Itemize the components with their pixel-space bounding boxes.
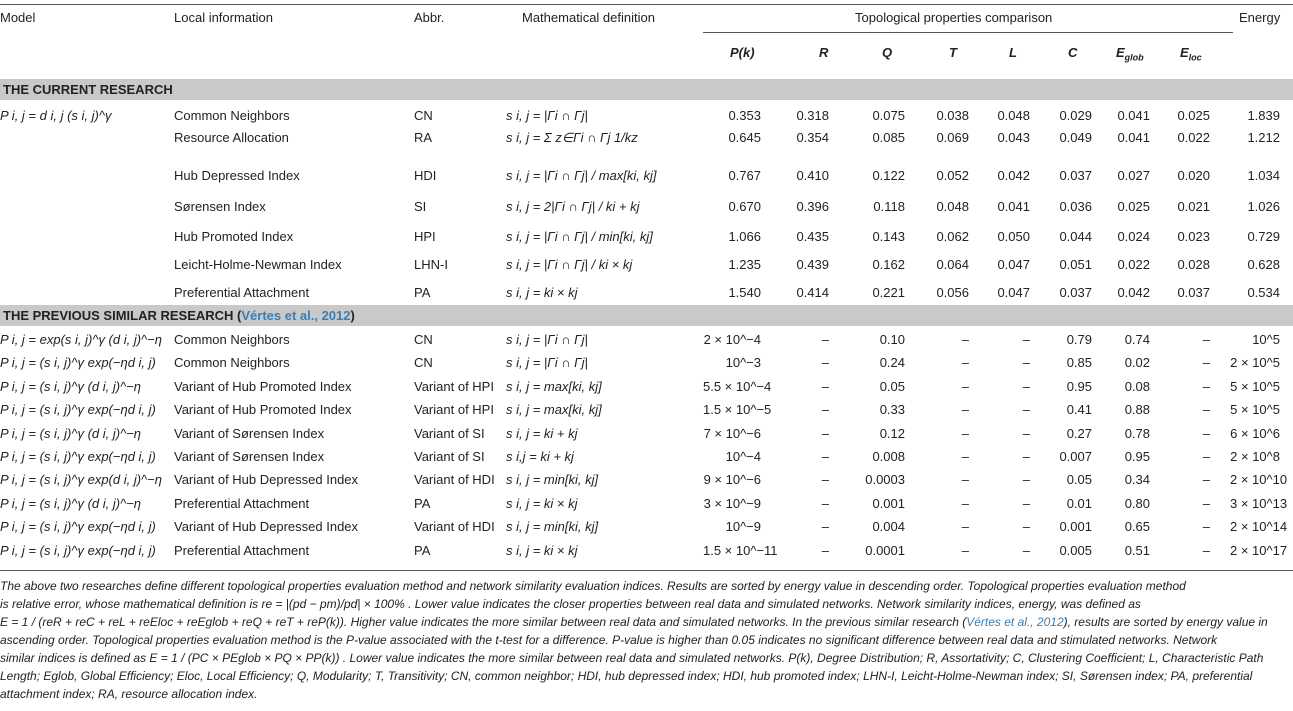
cell-eloc: –	[1202, 519, 1210, 535]
header-q: Q	[882, 45, 893, 60]
cell-r: 0.396	[796, 199, 829, 214]
cell-local-information: Sørensen Index	[174, 199, 266, 214]
cell-energy: 0.628	[1247, 257, 1280, 272]
cell-c: 0.037	[1059, 168, 1092, 183]
cell-pk: 0.645	[728, 130, 761, 145]
cell-c: 0.01	[1066, 495, 1092, 511]
cell-definition: s i, j = |Γi ∩ Γj|	[506, 108, 588, 123]
footnote-line: attachment index; RA, resource allocation index.	[0, 687, 258, 701]
cell-r: –	[821, 425, 829, 441]
cell-q: 0.24	[879, 355, 905, 371]
cell-q: 0.085	[872, 130, 905, 145]
cell-eloc: –	[1202, 542, 1210, 558]
cell-l: 0.042	[997, 168, 1030, 183]
header-t: T	[949, 45, 957, 60]
cell-energy: 0.534	[1247, 285, 1280, 300]
cell-local-information: Hub Promoted Index	[174, 229, 294, 244]
cell-q: 0.001	[872, 495, 905, 511]
cell-abbr: Variant of HPI	[414, 402, 494, 418]
cell-local-information: Preferential Attachment	[174, 285, 310, 300]
cell-q: 0.008	[872, 449, 905, 464]
cell-local-information: Variant of Hub Depressed Index	[174, 519, 359, 535]
cell-definition: s i, j = min[ki, kj]	[506, 519, 599, 535]
cell-c: 0.044	[1059, 229, 1092, 244]
cell-r: –	[821, 402, 829, 418]
cell-energy: 0.729	[1247, 229, 1280, 244]
header-c: C	[1068, 45, 1078, 60]
header-subrule	[703, 32, 1233, 33]
cell-c: 0.001	[1059, 519, 1092, 535]
section-previous-research: THE PREVIOUS SIMILAR RESEARCH (Vértes et al., 2012)	[0, 305, 1293, 326]
cell-q: 0.05	[879, 378, 905, 394]
footnote-line: The above two researches define different topological properties evaluation method and network similarity evaluation indices. Results are sorted by energy value in descending order. Topological properties evaluation method	[0, 579, 1186, 593]
cell-q: 0.12	[879, 425, 905, 441]
cell-local-information: Leicht-Holme-Newman Index	[174, 257, 342, 272]
citation-link[interactable]: Vértes et al., 2012	[241, 308, 351, 323]
cell-abbr: Variant of HDI	[414, 519, 495, 535]
cell-pk: 1.5 × 10^−5	[703, 402, 772, 418]
cell-abbr: Variant of HDI	[414, 472, 495, 488]
cell-eloc: –	[1202, 355, 1210, 371]
cell-t: –	[961, 402, 969, 418]
cell-energy: 2 × 10^5	[1230, 355, 1280, 371]
cell-local-information: Common Neighbors	[174, 332, 290, 347]
cell-abbr: HPI	[414, 229, 436, 244]
cell-q: 0.33	[879, 402, 905, 418]
cell-t: 0.064	[936, 257, 969, 272]
cell-l: –	[1022, 378, 1030, 394]
cell-eglob: 0.041	[1117, 108, 1150, 123]
cell-q: 0.118	[873, 199, 905, 214]
cell-q: 0.0003	[865, 472, 905, 488]
cell-eloc: –	[1202, 402, 1210, 418]
cell-r: –	[821, 519, 829, 535]
cell-definition: s i, j = |Γi ∩ Γj| / min[ki, kj]	[506, 229, 653, 244]
cell-l: –	[1022, 355, 1030, 371]
cell-l: 0.047	[997, 285, 1030, 300]
cell-t: –	[961, 519, 969, 535]
cell-abbr: LHN-I	[414, 257, 448, 272]
cell-local-information: Hub Depressed Index	[174, 168, 300, 183]
cell-eloc: –	[1202, 378, 1210, 394]
cell-eglob: 0.041	[1117, 130, 1150, 145]
cell-abbr: Variant of SI	[414, 425, 485, 441]
cell-pk: 1.235	[728, 257, 761, 272]
cell-eloc: 0.037	[1177, 285, 1210, 300]
cell-l: –	[1022, 519, 1030, 535]
header-l: L	[1009, 45, 1017, 60]
cell-definition: s i, j = |Γi ∩ Γj|	[506, 332, 588, 347]
cell-local-information: Resource Allocation	[174, 130, 289, 145]
cell-definition: s i,j = ki + kj	[506, 449, 574, 464]
cell-model: P i, j = (s i, j)^γ (d i, j)^−η	[0, 425, 142, 441]
cell-abbr: PA	[414, 495, 431, 511]
top-rule	[0, 4, 1293, 5]
cell-eglob: 0.74	[1124, 332, 1150, 347]
cell-q: 0.162	[872, 257, 905, 272]
cell-eloc: –	[1202, 449, 1210, 464]
cell-model: P i, j = (s i, j)^γ exp(d i, j)^−η	[0, 472, 162, 488]
cell-l: –	[1022, 425, 1030, 441]
cell-r: 0.435	[796, 229, 829, 244]
cell-abbr: CN	[414, 355, 433, 371]
cell-eloc: 0.022	[1177, 130, 1210, 145]
cell-c: 0.029	[1059, 108, 1092, 123]
cell-local-information: Variant of Hub Promoted Index	[174, 378, 352, 394]
cell-model: P i, j = (s i, j)^γ exp(−ηd i, j)	[0, 542, 156, 558]
header-r: R	[819, 45, 829, 60]
cell-pk: 5.5 × 10^−4	[703, 378, 772, 394]
cell-r: –	[821, 542, 829, 558]
cell-l: 0.050	[997, 229, 1030, 244]
cell-energy: 2 × 10^17	[1230, 542, 1288, 558]
cell-energy: 5 × 10^5	[1230, 402, 1280, 418]
cell-r: –	[821, 472, 829, 488]
cell-energy: 6 × 10^6	[1230, 425, 1280, 441]
cell-q: 0.0001	[865, 542, 905, 558]
cell-model: P i, j = (s i, j)^γ exp(−ηd i, j)	[0, 402, 156, 418]
cell-pk: 1.066	[728, 229, 761, 244]
cell-eglob: 0.65	[1124, 519, 1150, 535]
cell-model: P i, j = (s i, j)^γ exp(−ηd i, j)	[0, 355, 156, 371]
cell-c: 0.007	[1059, 449, 1092, 464]
cell-abbr: Variant of SI	[414, 449, 485, 464]
cell-c: 0.79	[1066, 332, 1092, 347]
cell-energy: 1.839	[1247, 108, 1280, 123]
cell-pk: 0.767	[728, 168, 761, 183]
cell-c: 0.41	[1066, 402, 1092, 418]
cell-model: P i, j = (s i, j)^γ (d i, j)^−η	[0, 495, 142, 511]
cell-definition: s i, j = ki × kj	[506, 285, 578, 300]
cell-pk: 3 × 10^−9	[703, 495, 761, 511]
cell-t: –	[961, 542, 969, 558]
cell-eglob: 0.95	[1124, 449, 1150, 464]
cell-abbr: PA	[414, 285, 431, 300]
cell-r: –	[821, 355, 829, 371]
cell-c: 0.05	[1066, 472, 1092, 488]
cell-local-information: Preferential Attachment	[174, 542, 310, 558]
cell-r: 0.439	[796, 257, 829, 272]
cell-r: –	[821, 449, 829, 464]
cell-t: –	[961, 472, 969, 488]
cell-local-information: Variant of Sørensen Index	[174, 449, 325, 464]
cell-model: P i, j = exp(s i, j)^γ (d i, j)^−η	[0, 332, 162, 347]
cell-abbr: Variant of HPI	[414, 378, 494, 394]
cell-pk: 10^−3	[725, 355, 761, 371]
cell-pk: 10^−4	[725, 449, 761, 464]
header-mathematical-definition: Mathematical definition	[522, 10, 655, 25]
cell-eloc: –	[1202, 425, 1210, 441]
cell-energy: 1.034	[1247, 168, 1280, 183]
cell-eloc: 0.020	[1177, 168, 1210, 183]
cell-eloc: –	[1202, 332, 1210, 347]
cell-r: –	[821, 495, 829, 511]
cell-local-information: Variant of Sørensen Index	[174, 425, 325, 441]
cell-l: –	[1022, 472, 1030, 488]
footnote-line: E = 1 / (reR + reC + reL + reEloc + reEglob + reQ + reT + reP(k)). Higher value indicates the more similar between real data and simulated networks. In the previous similar research (Vértes et al., 2012), results are sorted by energy value in	[0, 615, 1268, 629]
cell-eglob: 0.34	[1124, 472, 1150, 488]
cell-energy: 3 × 10^13	[1230, 495, 1288, 511]
cell-l: 0.047	[997, 257, 1030, 272]
cell-r: 0.414	[796, 285, 829, 300]
cell-t: 0.056	[936, 285, 969, 300]
cell-eglob: 0.78	[1124, 425, 1150, 441]
footnote-line: similar indices is defined as E = 1 / (PC × PEglob × PQ × PP(k)) . Lower value indicates the more similar between real data and simulated networks. P(k), Degree Distribution; R, Assortativity; C, Clustering Coefficient; L, Characteristic Path	[0, 651, 1264, 665]
cell-eglob: 0.024	[1117, 229, 1150, 244]
cell-pk: 2 × 10^−4	[703, 332, 761, 347]
cell-energy: 1.026	[1247, 199, 1280, 214]
cell-definition: s i, j = |Γi ∩ Γj| / ki × kj	[506, 257, 633, 272]
cell-definition: s i, j = max[ki, kj]	[506, 402, 602, 418]
cell-definition: s i, j = |Γi ∩ Γj| / max[ki, kj]	[506, 168, 657, 183]
cell-definition: s i, j = Σ z∈Γi ∩ Γj 1/kz	[506, 130, 638, 145]
cell-l: –	[1022, 332, 1030, 347]
cell-q: 0.122	[872, 168, 905, 183]
cell-r: 0.354	[796, 130, 829, 145]
cell-t: 0.038	[936, 108, 969, 123]
cell-eglob: 0.027	[1117, 168, 1150, 183]
cell-model: P i, j = d i, j (s i, j)^γ	[0, 108, 112, 123]
header-model: Model	[0, 10, 36, 25]
cell-energy: 2 × 10^10	[1230, 472, 1288, 488]
cell-c: 0.051	[1059, 257, 1092, 272]
cell-r: –	[821, 332, 829, 347]
cell-energy: 5 × 10^5	[1230, 378, 1280, 394]
cell-pk: 1.540	[728, 285, 761, 300]
section-current-research: THE CURRENT RESEARCH	[0, 79, 1293, 100]
cell-definition: s i, j = max[ki, kj]	[506, 378, 602, 394]
cell-abbr: SI	[414, 199, 427, 214]
cell-local-information: Variant of Hub Depressed Index	[174, 472, 359, 488]
cell-c: 0.85	[1066, 355, 1092, 371]
cell-t: –	[961, 355, 969, 371]
cell-r: –	[821, 378, 829, 394]
cell-model: P i, j = (s i, j)^γ exp(−ηd i, j)	[0, 519, 156, 535]
cell-abbr: PA	[414, 542, 431, 558]
cell-eglob: 0.022	[1117, 257, 1150, 272]
cell-pk: 1.5 × 10^−11	[703, 542, 778, 558]
cell-eglob: 0.51	[1124, 542, 1150, 558]
cell-eglob: 0.025	[1117, 199, 1150, 214]
cell-q: 0.004	[872, 519, 905, 535]
cell-q: 0.075	[872, 108, 905, 123]
cell-local-information: Preferential Attachment	[174, 495, 310, 511]
cell-eloc: 0.023	[1177, 229, 1210, 244]
cell-energy: 2 × 10^14	[1230, 519, 1288, 535]
cell-eloc: 0.025	[1177, 108, 1210, 123]
cell-c: 0.005	[1059, 542, 1092, 558]
cell-model: P i, j = (s i, j)^γ exp(−ηd i, j)	[0, 449, 156, 464]
cell-t: 0.052	[936, 168, 969, 183]
header-eloc: $E_{loc}$	[1180, 45, 1202, 63]
header-pk: P(k)	[730, 45, 755, 60]
cell-t: –	[961, 449, 969, 464]
cell-t: –	[961, 378, 969, 394]
cell-definition: s i, j = ki × kj	[506, 542, 578, 558]
cell-definition: s i, j = ki × kj	[506, 495, 578, 511]
footnote-line: is relative error, whose mathematical definition is re = |(pd − pm)/pd| × 100% . Lower value indicates the closer properties between real data and simulated networks. Network similarity indices, energy, was defined as	[0, 597, 1141, 611]
cell-t: 0.062	[936, 229, 969, 244]
cell-t: –	[961, 425, 969, 441]
cell-q: 0.10	[879, 332, 905, 347]
footnote-line: Length; Eglob, Global Efficiency; Eloc, Local Efficiency; Q, Modularity; T, Transitivity; CN, common neighbor; HDI, hub depressed index; HDI, hub promoted index; LHN-I, Leicht-Holme-Newman index; SI, Sørensen index; PA, preferential	[0, 669, 1253, 683]
cell-eglob: 0.80	[1124, 495, 1150, 511]
cell-t: –	[961, 332, 969, 347]
cell-definition: s i, j = min[ki, kj]	[506, 472, 599, 488]
cell-c: 0.95	[1066, 378, 1092, 394]
cell-definition: s i, j = ki + kj	[506, 425, 578, 441]
header-energy: Energy	[1239, 10, 1281, 25]
cell-abbr: RA	[414, 130, 433, 145]
cell-q: 0.221	[872, 285, 905, 300]
cell-r: 0.318	[796, 108, 829, 123]
cell-eloc: –	[1202, 495, 1210, 511]
cell-t: –	[961, 495, 969, 511]
cell-l: 0.043	[997, 130, 1030, 145]
cell-eloc: –	[1202, 472, 1210, 488]
cell-eglob: 0.02	[1124, 355, 1150, 371]
header-local-information: Local information	[174, 10, 273, 25]
cell-t: 0.069	[936, 130, 969, 145]
cell-q: 0.143	[872, 229, 905, 244]
bottom-rule	[0, 570, 1293, 571]
cell-l: –	[1022, 402, 1030, 418]
cell-c: 0.037	[1059, 285, 1092, 300]
cell-definition: s i, j = |Γi ∩ Γj|	[506, 355, 588, 371]
cell-l: 0.048	[997, 108, 1030, 123]
cell-local-information: Common Neighbors	[174, 355, 290, 371]
table-footnote	[0, 577, 1293, 703]
cell-l: –	[1022, 542, 1030, 558]
cell-l: –	[1022, 449, 1030, 464]
cell-local-information: Variant of Hub Promoted Index	[174, 402, 352, 418]
cell-pk: 0.353	[728, 108, 761, 123]
cell-abbr: CN	[414, 332, 433, 347]
header-eglob: $E_{glob}$	[1116, 45, 1144, 63]
cell-c: 0.036	[1059, 199, 1092, 214]
cell-eloc: 0.028	[1177, 257, 1210, 272]
cell-energy: 1.212	[1247, 130, 1280, 145]
cell-model: P i, j = (s i, j)^γ (d i, j)^−η	[0, 378, 142, 394]
cell-c: 0.049	[1059, 130, 1092, 145]
header-abbr: Abbr.	[414, 10, 445, 25]
cell-l: 0.041	[997, 199, 1030, 214]
cell-energy: 2 × 10^8	[1230, 449, 1280, 464]
cell-c: 0.27	[1066, 425, 1092, 441]
footnote-line: ascending order. Topological properties evaluation method is the P-value associated with the t-test for a difference. P-value is higher than 0.05 indicates no significant difference between real data and stimulated networks. Network	[0, 633, 1218, 647]
header-topological-properties: Topological properties comparison	[855, 10, 1053, 25]
cell-eglob: 0.042	[1117, 285, 1150, 300]
cell-definition: s i, j = 2|Γi ∩ Γj| / ki + kj	[506, 199, 640, 214]
cell-pk: 0.670	[728, 199, 761, 214]
cell-abbr: CN	[414, 108, 433, 123]
cell-local-information: Common Neighbors	[174, 108, 290, 123]
footnote-citation[interactable]: Vértes et al., 2012	[966, 615, 1064, 629]
cell-abbr: HDI	[414, 168, 437, 183]
cell-pk: 7 × 10^−6	[703, 425, 761, 441]
cell-energy: 10^5	[1252, 332, 1280, 347]
cell-l: –	[1022, 495, 1030, 511]
cell-eglob: 0.88	[1124, 402, 1150, 418]
cell-pk: 9 × 10^−6	[703, 472, 761, 488]
cell-r: 0.410	[796, 168, 829, 183]
cell-pk: 10^−9	[725, 519, 761, 535]
cell-t: 0.048	[936, 199, 969, 214]
cell-eglob: 0.08	[1124, 378, 1150, 394]
cell-eloc: 0.021	[1177, 199, 1210, 214]
